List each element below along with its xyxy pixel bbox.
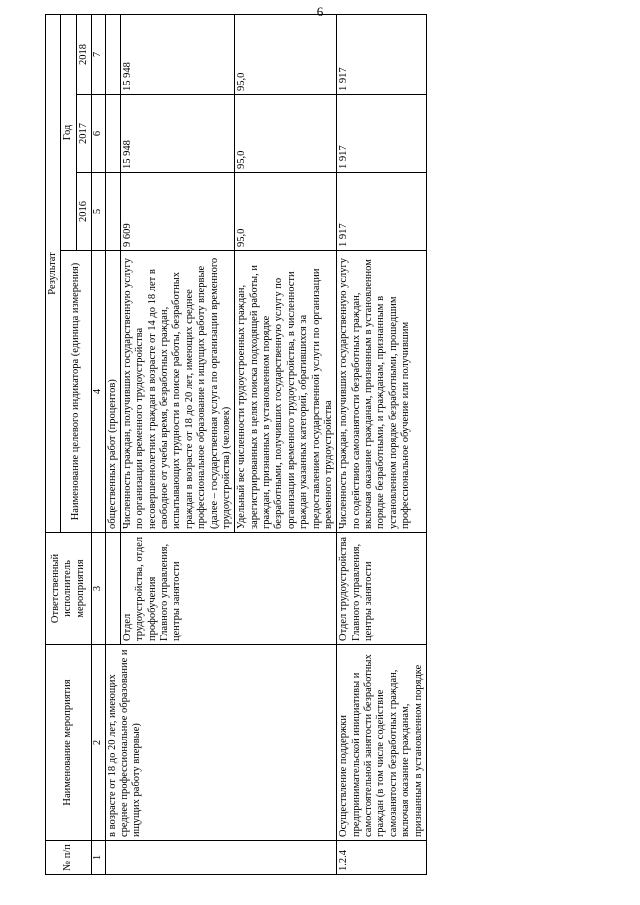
row-value-2017: 95,0 bbox=[235, 95, 337, 173]
row-indicator: общественных работ (процентов) bbox=[105, 251, 120, 533]
row-executor: Отдел трудоустройства, отдел профобучения Главного управления, центры занятости bbox=[120, 533, 336, 645]
row-value-2017: 1 917 bbox=[337, 95, 427, 173]
row-indicator: Численность граждан, получивших государственную услугу по организации временного трудоустройства несовершеннолетних граждан в возрасте от 14 до 18 лет в свободное от учебы время, безработных граждан, испытывающих трудности в поиске работы, безработных граждан в возрасте от 18 до 20 лет, имеющих среднее профессиональное образование и ищущих работу впервые (далее – государственная услуга по организации временного трудоустройства) (человек) bbox=[120, 251, 234, 533]
col-number: 6 bbox=[92, 95, 105, 173]
header-executor: Ответственный исполнитель мероприятия bbox=[46, 533, 92, 645]
header-year-2017: 2017 bbox=[76, 95, 91, 173]
row-value-2017: 15 948 bbox=[120, 95, 234, 173]
col-number: 3 bbox=[92, 533, 105, 645]
row-event: в возрасте от 18 до 20 лет, имеющих среднее профессиональное образование и ищущих работу впервые) bbox=[105, 645, 337, 841]
header-num: № п/п bbox=[46, 841, 92, 875]
col-number: 4 bbox=[92, 251, 105, 533]
row-value-2018 bbox=[105, 14, 120, 94]
row-value-2016: 1 917 bbox=[337, 173, 427, 251]
row-value-2018: 95,0 bbox=[235, 14, 337, 94]
col-number: 5 bbox=[92, 173, 105, 251]
header-result: Результат bbox=[46, 14, 61, 532]
col-number: 1 bbox=[92, 841, 105, 875]
header-year: Год bbox=[61, 14, 76, 250]
col-number: 2 bbox=[92, 645, 105, 841]
col-number: 7 bbox=[92, 14, 105, 94]
row-indicator: Численность граждан, получивших государственную услугу по содействию самозанятости безработных граждан, включая оказание гражданам, признанным в установленном порядке безработными, и гражданам, признанным в установленном порядке безработными, прошедшим профессиональное обучение или получившим bbox=[337, 251, 427, 533]
row-value-2016: 95,0 bbox=[235, 173, 337, 251]
row-value-2018: 15 948 bbox=[120, 14, 234, 94]
row-value-2018: 1 917 bbox=[337, 14, 427, 94]
row-value-2016: 9 609 bbox=[120, 173, 234, 251]
row-num bbox=[105, 841, 337, 875]
header-event: Наименование мероприятия bbox=[46, 645, 92, 841]
table-row bbox=[337, 14, 427, 874]
row-executor: Отдел трудоустройства Главного управления, центры занятости bbox=[337, 533, 427, 645]
rotated-table-wrapper bbox=[45, 15, 635, 875]
row-value-2016 bbox=[105, 173, 120, 251]
results-table bbox=[45, 14, 427, 875]
header-year-2016: 2016 bbox=[76, 173, 91, 251]
row-value-2017 bbox=[105, 95, 120, 173]
row-num: 1.2.4 bbox=[337, 841, 427, 875]
header-year-2018: 2018 bbox=[76, 14, 91, 94]
row-indicator: Удельный вес численности трудоустроенных граждан, зарегистрированных в целях поиска подходящей работы, и граждан, признанных в установленном порядке безработными, получивших государственную услугу по организации временного трудоустройства, в численности граждан указанных категорий, обратившихся за предоставлением государственной услуги по организации временного трудоустройства bbox=[235, 251, 337, 533]
row-event: Осуществление поддержки предпринимательской инициативы и самостоятельной занятости безработных граждан (в том числе содействие самозанятости безработных граждан, включая оказание гражданам, признанным в установленном порядке bbox=[337, 645, 427, 841]
table-row bbox=[105, 14, 120, 874]
header-indicator: Наименование целевого индикатора (единица измерения) bbox=[61, 251, 92, 533]
page-number: 6 bbox=[316, 4, 324, 19]
row-executor bbox=[105, 533, 120, 645]
